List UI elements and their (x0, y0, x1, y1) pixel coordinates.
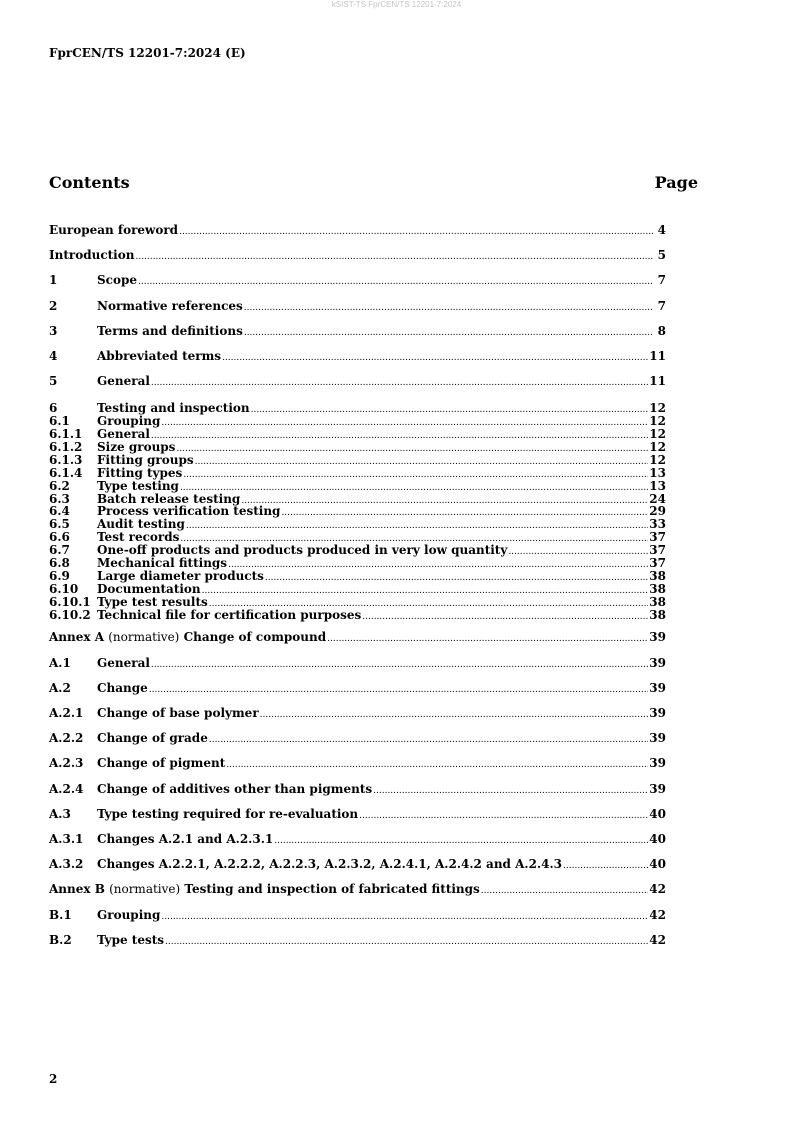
toc-entry[interactable] (49, 371, 666, 396)
dot-leader (362, 611, 648, 624)
toc-entry-title: Normative references (97, 298, 243, 313)
toc-entry-number: 6.10.2 (49, 607, 91, 622)
toc-entry-title: Size groups (97, 439, 176, 454)
toc-entry-title: Type test results (97, 594, 208, 609)
dot-leader (481, 883, 649, 899)
toc-entry-title: Test records (97, 530, 180, 545)
toc-entry-title: Testing and inspection (97, 401, 250, 416)
toc-entry-title: Change of pigment (97, 756, 226, 771)
toc-entry-title-group (97, 298, 243, 314)
dot-leader (327, 631, 648, 647)
toc-entry-number: B.1 (49, 907, 72, 922)
dot-leader (138, 274, 653, 290)
dot-leader (195, 456, 649, 469)
toc-entry-page: 40 (649, 857, 666, 872)
toc-entry-page: 33 (649, 517, 666, 532)
toc-entry[interactable] (49, 905, 666, 930)
toc-entry-title: Changes A.2.2.1, A.2.2.2, A.2.2.3, A.2.3.2, A.2.4.1, A.2.4.2 and A.2.4.3 (97, 857, 563, 872)
annex-status: (normative) (109, 882, 181, 897)
toc-entry-page: 39 (649, 680, 666, 695)
dot-leader (260, 707, 649, 723)
toc-entry-title: Terms and definitions (97, 323, 243, 338)
toc-entry-page: 12 (649, 439, 666, 454)
toc-entry-number: 2 (49, 298, 58, 313)
toc-entry-title-group (49, 629, 326, 645)
dot-leader (228, 559, 648, 572)
contents-heading: Contents (49, 173, 130, 192)
toc-entry-number: 6.5 (49, 517, 70, 532)
toc-entry[interactable] (49, 678, 666, 703)
dot-leader (222, 350, 648, 366)
toc-entry-title-group (97, 348, 221, 364)
toc-entry-title: Type testing required for re-evaluation (97, 806, 359, 821)
toc-entry-title: Documentation (97, 581, 201, 596)
toc-entry-title-group (97, 856, 562, 872)
toc-entry-number: B.2 (49, 932, 72, 947)
toc-entry-number: 6.1.3 (49, 452, 83, 467)
dot-leader (179, 224, 653, 240)
toc-entry[interactable] (49, 245, 666, 270)
toc-entry-number: A.3 (49, 806, 71, 821)
toc-entry-page: 42 (649, 907, 666, 922)
page-number: 2 (49, 1072, 58, 1086)
toc-entry-title: Audit testing (97, 517, 185, 532)
toc-entry-title-group (97, 373, 150, 389)
toc-entry-number: 6.3 (49, 491, 70, 506)
toc-entry-title: General (97, 374, 150, 389)
toc-entry-number: 6 (49, 401, 58, 416)
toc-entry-page: 8 (657, 323, 666, 338)
toc-entry[interactable] (49, 930, 666, 955)
toc-entry-title-group (97, 806, 358, 822)
toc-entry-title: European foreword (49, 223, 179, 237)
toc-entry[interactable] (49, 653, 666, 678)
dot-leader (508, 546, 648, 559)
toc-entry-title-group (97, 781, 372, 797)
toc-entry[interactable] (49, 854, 666, 879)
toc-entry-title: Abbreviated terms (97, 348, 222, 363)
toc-entry-page: 38 (649, 581, 666, 596)
dot-leader (161, 909, 648, 925)
toc-entry-title: One-off products and products produced in very low quantity (97, 543, 508, 558)
toc-entry-title: Grouping (97, 414, 161, 429)
dot-leader (151, 375, 648, 391)
toc-entry-page: 37 (649, 530, 666, 545)
toc-entry-page: 38 (649, 607, 666, 622)
dot-leader (180, 482, 648, 495)
toc-entry-page: 12 (649, 452, 666, 467)
toc-entry-title-group (97, 705, 259, 721)
dot-leader (281, 507, 648, 520)
toc-entry-title: General (97, 427, 150, 442)
toc-entry-number: 6.7 (49, 543, 70, 558)
dot-leader (151, 657, 648, 673)
toc-entry-page: 42 (649, 882, 666, 897)
toc-entry-title-group (97, 755, 225, 771)
toc-entry[interactable] (49, 804, 666, 829)
toc-entry-page: 37 (649, 556, 666, 570)
toc-entry-number: A.2 (49, 680, 71, 695)
dot-leader (165, 934, 648, 950)
toc-entry-page: 4 (657, 223, 666, 237)
toc-entry-title: Fitting groups (97, 452, 194, 467)
toc-entry[interactable] (49, 779, 666, 804)
annex-label: Annex B (49, 882, 105, 897)
toc-entry[interactable] (49, 728, 666, 753)
table-of-contents (49, 220, 666, 955)
dot-leader (202, 585, 649, 598)
toc-entry-number: 6.4 (49, 504, 70, 519)
toc-entry-page: 40 (649, 806, 666, 821)
toc-entry-number: A.3.2 (49, 857, 84, 872)
toc-entry[interactable] (49, 627, 666, 652)
toc-entry-number: 6.1.1 (49, 427, 83, 442)
toc-entry-number: A.2.1 (49, 706, 84, 721)
toc-entry-title: Fitting types (97, 465, 183, 480)
dot-leader (149, 682, 648, 698)
toc-entry-title: Grouping (97, 907, 161, 922)
toc-entry-number: 6.9 (49, 568, 70, 583)
dot-leader (209, 732, 648, 748)
dot-leader (244, 300, 653, 316)
toc-entry-page: 29 (649, 504, 666, 519)
toc-entry[interactable] (49, 321, 666, 346)
toc-entry-title: Technical file for certification purposes (97, 607, 362, 622)
toc-entry-page: 39 (649, 731, 666, 746)
dot-leader (135, 249, 653, 265)
toc-entry-title-group (97, 655, 150, 671)
toc-entry[interactable] (49, 829, 666, 854)
toc-entry-number: 6.8 (49, 556, 70, 570)
toc-entry-page: 38 (649, 594, 666, 609)
toc-entry-number: 1 (49, 273, 58, 288)
dot-leader (183, 469, 648, 482)
toc-entry-number: 6.10.1 (49, 594, 91, 609)
toc-entry-title-group (97, 323, 243, 339)
toc-entry-page: 7 (657, 298, 666, 313)
toc-entry-page: 11 (649, 348, 666, 363)
dot-leader (161, 417, 648, 430)
toc-entry-title-group (49, 222, 178, 238)
toc-entry-title: Change of base polymer (97, 706, 259, 721)
toc-entry-title: Batch release testing (97, 491, 241, 506)
toc-entry-number: 6.1 (49, 414, 70, 429)
toc-entry-page: 13 (649, 478, 666, 493)
toc-entry[interactable] (49, 270, 666, 295)
dot-leader (244, 325, 653, 341)
toc-entry[interactable] (49, 346, 666, 371)
toc-entry-title: Changes A.2.1 and A.2.3.1 (97, 831, 274, 846)
toc-entry-title: Type testing (97, 478, 179, 493)
toc-entry-page: 42 (649, 932, 666, 947)
toc-entry-title-group (97, 680, 148, 696)
toc-entry-number: A.3.1 (49, 831, 84, 846)
toc-entry-page: 38 (649, 568, 666, 583)
toc-entry-page: 24 (649, 491, 666, 506)
dot-leader (176, 443, 648, 456)
toc-entry[interactable] (49, 220, 666, 245)
dot-leader (151, 430, 648, 443)
toc-entry-page: 12 (649, 414, 666, 429)
toc-entry-page: 5 (657, 248, 666, 263)
toc-entry-number: 5 (49, 374, 58, 389)
toc-entry-number: 3 (49, 323, 58, 338)
toc-entry-title-group (49, 881, 480, 897)
document-identifier: FprCEN/TS 12201-7:2024 (E) (49, 46, 246, 60)
toc-entry-title: Large diameter products (97, 568, 264, 583)
toc-entry-page: 37 (649, 543, 666, 558)
toc-entry[interactable] (49, 879, 666, 904)
dot-leader (274, 833, 648, 849)
dot-leader (359, 808, 648, 824)
dot-leader (563, 858, 648, 874)
toc-entry-number: 4 (49, 348, 58, 363)
toc-entry-title: Change of grade (97, 731, 208, 746)
toc-entry[interactable] (49, 296, 666, 321)
dot-leader (226, 757, 648, 773)
toc-entry[interactable] (49, 609, 666, 622)
toc-entry-page: 12 (649, 401, 666, 416)
toc-entry-page: 40 (649, 831, 666, 846)
watermark: kSIST-TS FprCEN/TS 12201-7:2024 (331, 0, 462, 9)
annex-label: Annex A (49, 630, 105, 645)
toc-entry-page: 39 (649, 706, 666, 721)
toc-entry-number: A.2.4 (49, 781, 84, 796)
toc-entry-title-group (97, 609, 361, 622)
toc-entry-title: Mechanical fittings (97, 556, 228, 570)
toc-entry-title-group (97, 272, 137, 288)
toc-entry-number: 6.2 (49, 478, 70, 493)
dot-leader (241, 495, 648, 508)
annex-status: (normative) (108, 630, 180, 645)
toc-entry-title: Change of compound (183, 630, 327, 645)
toc-entry-title: General (97, 655, 150, 670)
toc-entry-title-group (49, 247, 134, 263)
toc-entry-title-group (97, 730, 208, 746)
toc-entry-title: Scope (97, 273, 138, 288)
toc-entry-title: Type tests (97, 932, 165, 947)
toc-entry-title: Change of additives other than pigments (97, 781, 373, 796)
toc-entry-title: Change (97, 680, 148, 695)
toc-entry-page: 11 (649, 374, 666, 389)
toc-entry-number: 6.10 (49, 581, 79, 596)
toc-entry-title: Introduction (49, 248, 135, 263)
dot-leader (186, 520, 648, 533)
page-column-heading: Page (654, 173, 698, 192)
toc-entry-number: 6.1.2 (49, 439, 83, 454)
toc-entry[interactable] (49, 753, 666, 778)
toc-entry-page: 39 (649, 630, 666, 645)
toc-entry-page: 39 (649, 781, 666, 796)
toc-entry-number: 6.1.4 (49, 465, 83, 480)
toc-entry-title-group (97, 907, 160, 923)
toc-entry-title-group (97, 831, 273, 847)
toc-entry-title-group (97, 932, 164, 948)
toc-entry-page: 12 (649, 427, 666, 442)
toc-entry-number: 6.6 (49, 530, 70, 545)
toc-entry-title: Process verification testing (97, 504, 281, 519)
toc-entry-page: 39 (649, 756, 666, 771)
dot-leader (265, 572, 648, 585)
toc-entry-page: 39 (649, 655, 666, 670)
toc-entry-title: Testing and inspection of fabricated fittings (184, 882, 480, 897)
toc-entry-page: 7 (657, 273, 666, 288)
dot-leader (251, 404, 649, 417)
toc-entry[interactable] (49, 703, 666, 728)
toc-entry-number: A.2.2 (49, 731, 84, 746)
toc-entry-number: A.1 (49, 655, 71, 670)
dot-leader (373, 783, 648, 799)
toc-entry-page: 13 (649, 465, 666, 480)
toc-entry-number: A.2.3 (49, 756, 84, 771)
